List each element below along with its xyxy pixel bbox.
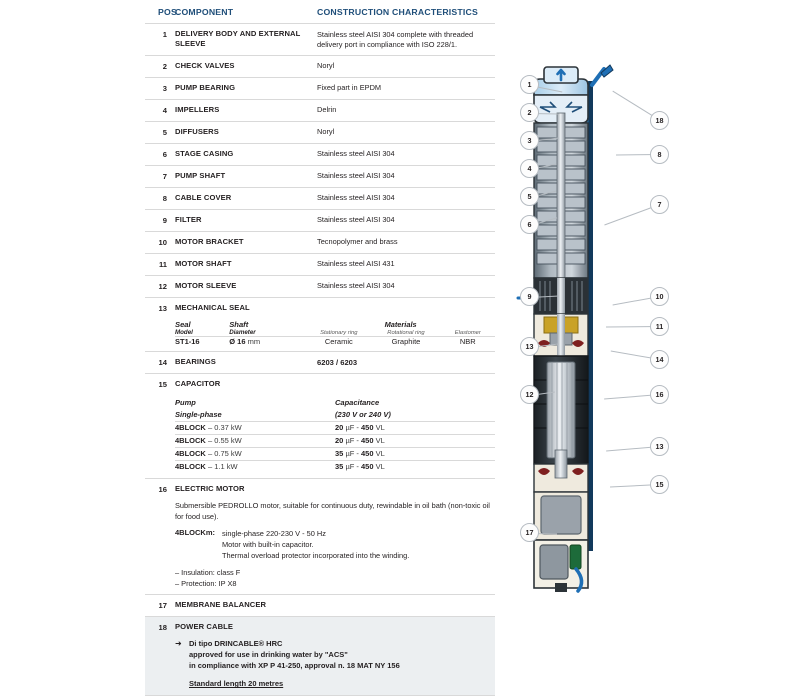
component-rows: [145, 23, 495, 297]
row-component: DELIVERY BODY AND EXTERNAL SLEEVE: [175, 29, 301, 49]
callout-badge-8[interactable]: 8: [650, 145, 669, 164]
row-pos: 10: [158, 237, 167, 247]
capacitor-value: 35 µF - 450 VL: [335, 447, 495, 460]
row-component: DIFFUSERS: [175, 126, 219, 136]
seal-stationary-value: Ceramic: [306, 337, 371, 347]
row-characteristics: Stainless steel AISI 431: [317, 259, 395, 269]
table-row: [145, 55, 495, 77]
seal-col-rotational: Rotational ring: [387, 330, 425, 337]
callout-badge-10[interactable]: 10: [650, 287, 669, 306]
capacitor-pos: 15: [158, 380, 167, 390]
capacitor-col-voltage: (230 V or 240 V): [335, 410, 391, 420]
callout-badge-13[interactable]: 13: [520, 337, 539, 356]
table-row: [145, 253, 495, 275]
table-row: [145, 187, 495, 209]
seal-col-diameter: Diameter: [229, 329, 256, 337]
row-pos: 11: [158, 259, 167, 269]
callout-badge-3[interactable]: 3: [520, 131, 539, 150]
row-component: PUMP BEARING: [175, 82, 236, 92]
motor-spec-line2: Motor with built-in capacitor.: [222, 539, 314, 549]
motor-title: ELECTRIC MOTOR: [175, 483, 245, 493]
capacitor-value: 20 µF - 450 VL: [335, 434, 495, 447]
row-characteristics: Stainless steel AISI 304 complete with threaded delivery port in compliance with ISO 228/1.: [317, 29, 474, 49]
table-row: [145, 23, 495, 55]
table-row: [145, 275, 495, 297]
cable-line1: Di tipo DRINCABLE® HRC: [189, 638, 283, 648]
callout-badge-7[interactable]: 7: [650, 195, 669, 214]
callout-badge-15[interactable]: 15: [650, 475, 669, 494]
row-characteristics: Stainless steel AISI 304: [317, 215, 395, 225]
cable-line3: in compliance with XP P 41-250, approval n. 18 MAT NY 156: [189, 661, 400, 671]
capacitor-row: [175, 421, 495, 434]
row-characteristics: Noryl: [317, 127, 335, 137]
row-pos: 9: [162, 215, 167, 225]
row-bearings: [145, 351, 495, 373]
seal-diameter-unit: mm: [247, 337, 261, 347]
row-component: MOTOR SHAFT: [175, 258, 232, 268]
seal-col-shaft: Shaft: [229, 320, 249, 330]
row-mechanical-seal: [145, 297, 495, 351]
capacitor-pump-model: 4BLOCK – 0.55 kW: [175, 434, 335, 447]
callout-badge-4[interactable]: 4: [520, 159, 539, 178]
capacitor-row: [175, 447, 495, 460]
capacitor-table: [175, 397, 495, 473]
row-component: IMPELLERS: [175, 104, 220, 114]
seal-diameter-value: Ø 16: [229, 337, 246, 347]
motor-insulation: – Insulation: class F: [175, 567, 241, 577]
specification-table: [145, 0, 495, 689]
capacitor-row: [175, 434, 495, 447]
header-pos: POS.: [158, 7, 180, 17]
seal-rotational-value: Graphite: [371, 337, 440, 347]
table-row: [145, 143, 495, 165]
row-pos: 12: [158, 281, 167, 291]
row-component: CABLE COVER: [175, 192, 232, 202]
row-characteristics: Tecnopolymer and brass: [317, 237, 398, 247]
motor-description: Submersible PEDROLLO motor, suitable for continuous duty, rewindable in oil bath (non-toxic oil for food use).: [175, 501, 490, 522]
row-pos: 3: [162, 83, 167, 93]
capacitor-pump-model: 4BLOCK – 0.75 kW: [175, 447, 335, 460]
seal-col-stationary: Stationary ring: [320, 330, 358, 337]
seal-title: MECHANICAL SEAL: [175, 302, 250, 312]
callout-badge-9[interactable]: 9: [520, 287, 539, 306]
row-characteristics: Stainless steel AISI 304: [317, 281, 395, 291]
seal-table: [175, 320, 495, 346]
row-characteristics: Noryl: [317, 61, 335, 71]
row-characteristics: Stainless steel AISI 304: [317, 193, 395, 203]
row-power-cable: [145, 616, 495, 694]
seal-col-model: Model: [175, 329, 193, 337]
callout-badge-11[interactable]: 11: [650, 317, 669, 336]
callout-badge-13[interactable]: 13: [650, 437, 669, 456]
capacitor-col-pump: Pump: [175, 398, 196, 408]
callout-badge-5[interactable]: 5: [520, 187, 539, 206]
capacitor-row: [175, 460, 495, 473]
table-row: [145, 99, 495, 121]
table-row: [145, 77, 495, 99]
row-pos: 8: [162, 193, 167, 203]
callout-badge-12[interactable]: 12: [520, 385, 539, 404]
pump-diagram: [500, 55, 690, 600]
row-pos: 1: [162, 30, 167, 39]
arrow-right-icon: ➜: [175, 638, 182, 648]
seal-col-seal: Seal: [175, 320, 191, 330]
row-capacitor: [145, 373, 495, 477]
motor-spec-line3: Thermal overload protector incorporated into the winding.: [222, 550, 410, 560]
seal-materials-header: Materials: [384, 320, 417, 330]
motor-spec-line1: single-phase 220-230 V - 50 Hz: [222, 528, 326, 538]
motor-pos: 16: [158, 484, 167, 494]
capacitor-value: 35 µF - 450 VL: [335, 460, 495, 473]
cable-title: POWER CABLE: [175, 622, 234, 632]
row-pos: 6: [162, 149, 167, 159]
row-pos: 7: [162, 171, 167, 181]
capacitor-pump-model: 4BLOCK – 0.37 kW: [175, 421, 335, 434]
capacitor-pump-model: 4BLOCK – 1.1 kW: [175, 460, 335, 473]
table-row: [145, 165, 495, 187]
seal-col-elastomer: Elastomer: [454, 330, 481, 337]
row-characteristics: Delrin: [317, 105, 337, 115]
row-characteristics: Stainless steel AISI 304: [317, 149, 395, 159]
row-pos: 2: [162, 61, 167, 71]
membrane-pos: 17: [158, 601, 167, 611]
cable-line2: approved for use in drinking water by "ACS": [189, 649, 348, 659]
bearings-title: BEARINGS: [175, 357, 216, 367]
row-pos: 5: [162, 127, 167, 137]
callout-badge-1[interactable]: 1: [520, 75, 539, 94]
row-component: MOTOR BRACKET: [175, 236, 244, 246]
table-header-row: [145, 0, 495, 23]
table-bottom-rule: [145, 695, 495, 696]
capacitor-col-capacitance: Capacitance: [335, 398, 380, 408]
callout-badge-18[interactable]: 18: [650, 111, 669, 130]
bearings-pos: 14: [158, 358, 167, 368]
row-component: STAGE CASING: [175, 148, 234, 158]
table-row: [145, 209, 495, 231]
row-component: CHECK VALVES: [175, 60, 235, 70]
cable-pos: 18: [158, 623, 167, 633]
row-component: MOTOR SLEEVE: [175, 280, 237, 290]
capacitor-value: 20 µF - 450 VL: [335, 421, 495, 434]
row-characteristics: Stainless steel AISI 304: [317, 171, 395, 181]
table-row: [145, 121, 495, 143]
motor-model-label: 4BLOCKm:: [175, 527, 216, 537]
row-component: PUMP SHAFT: [175, 170, 226, 180]
row-characteristics: Fixed part in EPDM: [317, 83, 382, 93]
row-pos: 4: [162, 105, 167, 115]
cable-standard-length: Standard length 20 metres: [189, 679, 284, 689]
callout-badge-2[interactable]: 2: [520, 103, 539, 122]
callout-badge-6[interactable]: 6: [520, 215, 539, 234]
callout-badge-16[interactable]: 16: [650, 385, 669, 404]
membrane-title: MEMBRANE BALANCER: [175, 600, 267, 610]
capacitor-col-phase: Single-phase: [175, 410, 222, 420]
motor-protection: – Protection: IP X8: [175, 579, 237, 588]
callout-badge-14[interactable]: 14: [650, 350, 669, 369]
row-membrane-balancer: [145, 594, 495, 616]
seal-model-value: ST1-16: [175, 337, 229, 347]
bearings-value: 6203 / 6203: [317, 357, 358, 367]
header-component: COMPONENT: [175, 7, 234, 17]
row-electric-motor: [145, 478, 495, 594]
row-component: FILTER: [175, 214, 202, 224]
header-characteristics: CONSTRUCTION CHARACTERISTICS: [317, 7, 479, 17]
seal-elastomer-value: NBR: [441, 337, 495, 347]
capacitor-title: CAPACITOR: [175, 379, 221, 389]
seal-pos: 13: [158, 303, 167, 313]
callout-badge-17[interactable]: 17: [520, 523, 539, 542]
table-row: [145, 231, 495, 253]
